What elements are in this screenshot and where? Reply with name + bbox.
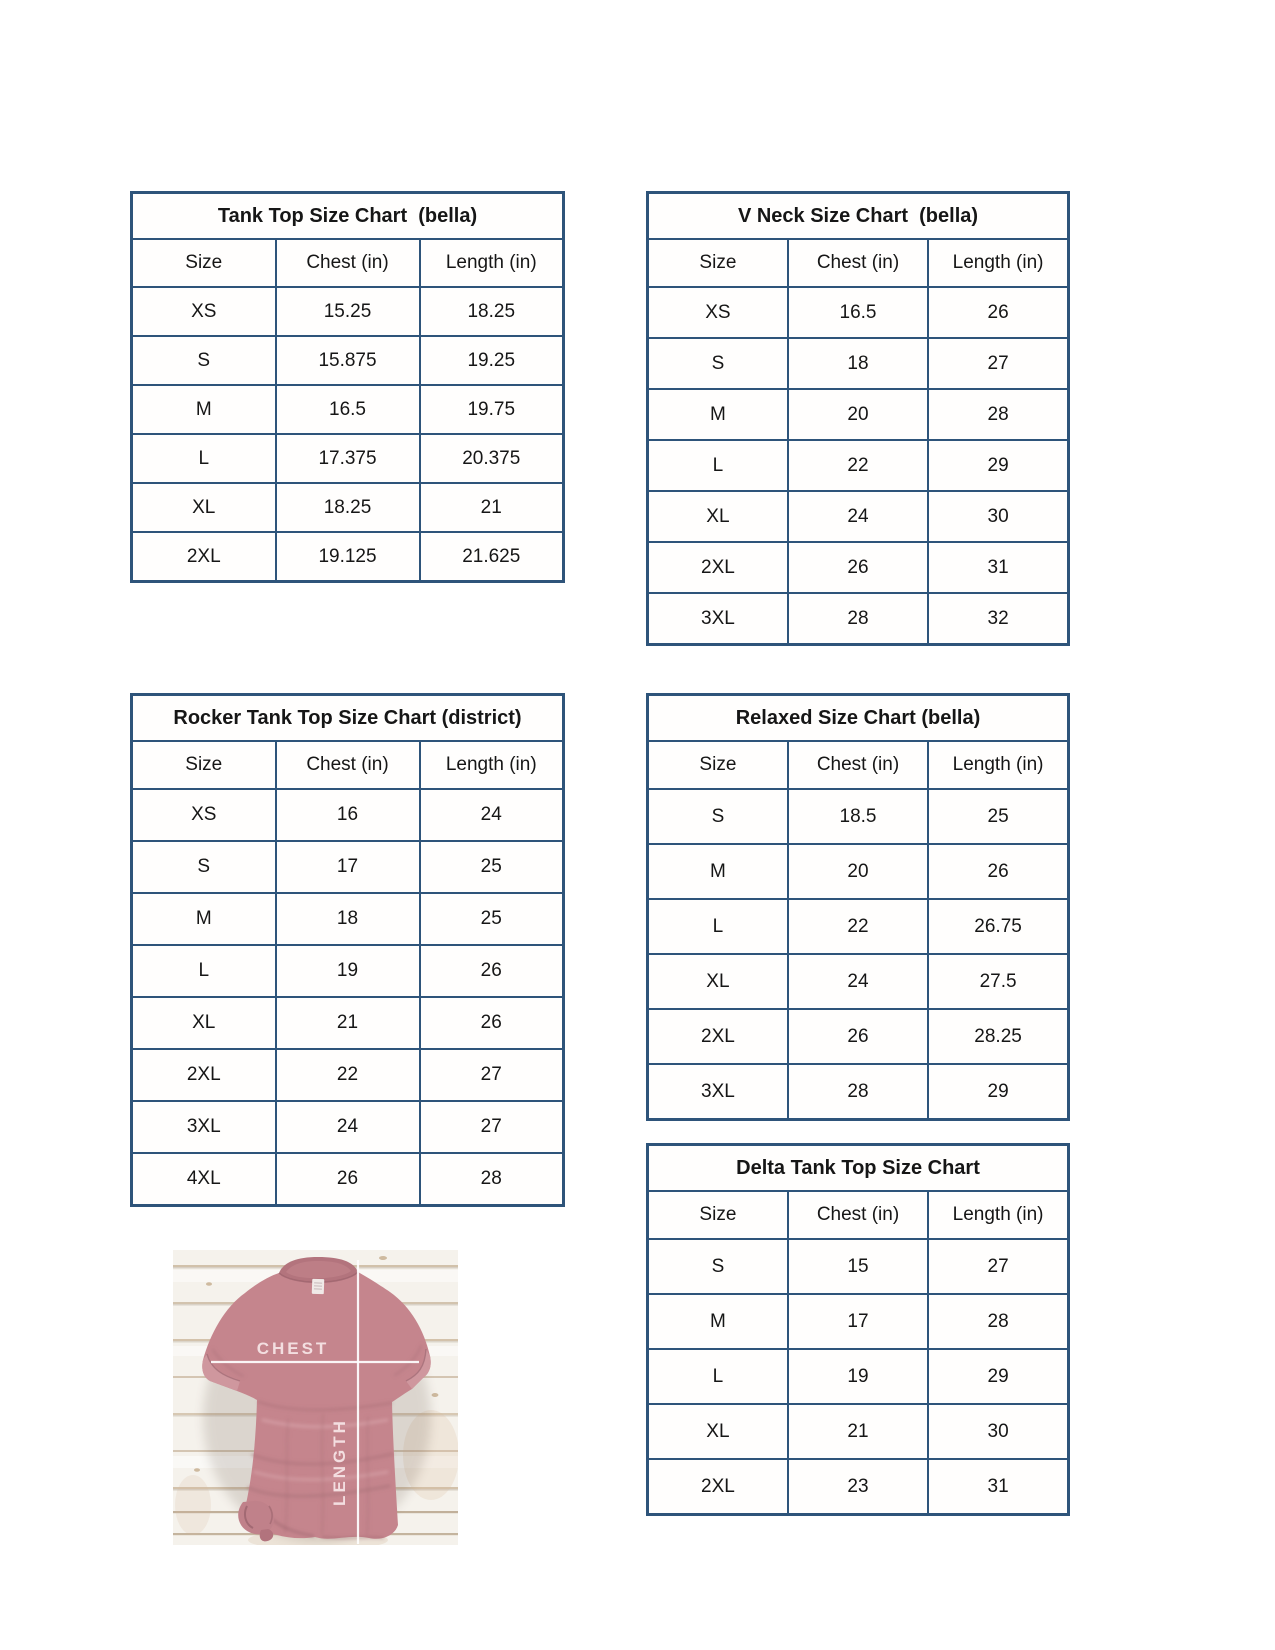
table-row bbox=[648, 389, 1069, 440]
chest-cell: 17 bbox=[276, 841, 420, 893]
length-cell: 28 bbox=[420, 1153, 564, 1206]
chest-cell: 26 bbox=[788, 1009, 928, 1064]
table-row bbox=[132, 385, 564, 434]
length-cell: 28 bbox=[928, 389, 1068, 440]
size-cell: L bbox=[648, 899, 788, 954]
size-cell: XL bbox=[132, 483, 276, 532]
chest-cell: 18 bbox=[276, 893, 420, 945]
table-title-row bbox=[132, 193, 564, 240]
table-row bbox=[132, 997, 564, 1049]
table-row bbox=[648, 593, 1069, 645]
table-row bbox=[132, 841, 564, 893]
table-row bbox=[648, 287, 1069, 338]
table-row bbox=[132, 789, 564, 841]
length-cell: 25 bbox=[420, 893, 564, 945]
column-header: Chest (in) bbox=[276, 239, 420, 287]
length-cell: 31 bbox=[928, 542, 1068, 593]
chest-cell: 22 bbox=[276, 1049, 420, 1101]
length-cell: 28.25 bbox=[928, 1009, 1068, 1064]
table-row bbox=[132, 1153, 564, 1206]
column-header: Chest (in) bbox=[788, 1191, 928, 1239]
table-row bbox=[132, 483, 564, 532]
length-cell: 30 bbox=[928, 1404, 1068, 1459]
chest-cell: 24 bbox=[276, 1101, 420, 1153]
table-row bbox=[648, 440, 1069, 491]
column-header: Size bbox=[648, 741, 788, 789]
length-measure-label: LENGTH bbox=[330, 1418, 349, 1506]
table-row bbox=[132, 945, 564, 997]
table-row bbox=[648, 1009, 1069, 1064]
column-header: Size bbox=[648, 239, 788, 287]
table-row bbox=[132, 336, 564, 385]
table-row bbox=[648, 1349, 1069, 1404]
tshirt-measurement-photo bbox=[173, 1250, 458, 1545]
column-header: Length (in) bbox=[928, 239, 1068, 287]
size-cell: L bbox=[132, 434, 276, 483]
table-row bbox=[648, 1459, 1069, 1515]
size-cell: XL bbox=[648, 1404, 788, 1459]
table-row bbox=[648, 1294, 1069, 1349]
length-cell: 29 bbox=[928, 1349, 1068, 1404]
table-row bbox=[648, 789, 1069, 844]
chest-cell: 17 bbox=[788, 1294, 928, 1349]
table-title-row bbox=[132, 695, 564, 742]
chest-cell: 28 bbox=[788, 593, 928, 645]
chest-cell: 18.5 bbox=[788, 789, 928, 844]
table-title: Delta Tank Top Size Chart bbox=[648, 1145, 1069, 1192]
size-cell: 2XL bbox=[132, 1049, 276, 1101]
column-header: Chest (in) bbox=[788, 741, 928, 789]
chest-cell: 24 bbox=[788, 954, 928, 1009]
chest-measure-label: CHEST bbox=[256, 1339, 330, 1358]
size-cell: M bbox=[648, 389, 788, 440]
length-cell: 21 bbox=[420, 483, 564, 532]
length-cell: 19.75 bbox=[420, 385, 564, 434]
length-cell: 25 bbox=[928, 789, 1068, 844]
table-row bbox=[132, 287, 564, 336]
table-header-row bbox=[648, 741, 1069, 789]
length-cell: 26 bbox=[928, 844, 1068, 899]
relaxed-size-chart-table bbox=[646, 693, 1070, 1121]
size-cell: S bbox=[132, 336, 276, 385]
tank-top-size-chart-table bbox=[130, 191, 565, 583]
chest-cell: 28 bbox=[788, 1064, 928, 1120]
chest-cell: 15.25 bbox=[276, 287, 420, 336]
size-cell: 3XL bbox=[132, 1101, 276, 1153]
table-row bbox=[132, 893, 564, 945]
chest-cell: 22 bbox=[788, 899, 928, 954]
size-cell: XL bbox=[648, 954, 788, 1009]
length-cell: 20.375 bbox=[420, 434, 564, 483]
chest-cell: 17.375 bbox=[276, 434, 420, 483]
chest-cell: 18.25 bbox=[276, 483, 420, 532]
neck-tag bbox=[312, 1279, 325, 1294]
length-cell: 31 bbox=[928, 1459, 1068, 1515]
table-row bbox=[648, 491, 1069, 542]
size-cell: M bbox=[132, 893, 276, 945]
table-row bbox=[648, 844, 1069, 899]
chest-cell: 26 bbox=[276, 1153, 420, 1206]
table-header-row bbox=[648, 1191, 1069, 1239]
table-header-row bbox=[132, 741, 564, 789]
column-header: Chest (in) bbox=[788, 239, 928, 287]
length-cell: 26 bbox=[420, 945, 564, 997]
length-cell: 27 bbox=[928, 1239, 1068, 1294]
chest-cell: 22 bbox=[788, 440, 928, 491]
size-cell: XL bbox=[132, 997, 276, 1049]
size-cell: S bbox=[648, 1239, 788, 1294]
length-cell: 28 bbox=[928, 1294, 1068, 1349]
table-title-row bbox=[648, 193, 1069, 240]
size-cell: L bbox=[648, 440, 788, 491]
size-cell: M bbox=[648, 1294, 788, 1349]
length-cell: 29 bbox=[928, 1064, 1068, 1120]
length-cell: 27.5 bbox=[928, 954, 1068, 1009]
length-cell: 27 bbox=[928, 338, 1068, 389]
table-title: Tank Top Size Chart (bella) bbox=[132, 193, 564, 240]
rocker-tank-top-size-chart-table bbox=[130, 693, 565, 1207]
column-header: Size bbox=[132, 239, 276, 287]
column-header: Length (in) bbox=[420, 741, 564, 789]
length-cell: 27 bbox=[420, 1101, 564, 1153]
table-title: V Neck Size Chart (bella) bbox=[648, 193, 1069, 240]
tshirt-measurement-graphic bbox=[173, 1250, 458, 1545]
delta-tank-top-size-chart-table bbox=[646, 1143, 1070, 1516]
length-cell: 26 bbox=[420, 997, 564, 1049]
size-cell: 2XL bbox=[132, 532, 276, 582]
table-row bbox=[648, 954, 1069, 1009]
size-cell: L bbox=[132, 945, 276, 997]
length-cell: 32 bbox=[928, 593, 1068, 645]
size-cell: 2XL bbox=[648, 1009, 788, 1064]
length-cell: 25 bbox=[420, 841, 564, 893]
size-cell: 3XL bbox=[648, 593, 788, 645]
column-header: Length (in) bbox=[420, 239, 564, 287]
table-row bbox=[132, 1049, 564, 1101]
size-cell: XL bbox=[648, 491, 788, 542]
table-row bbox=[648, 1239, 1069, 1294]
length-cell: 21.625 bbox=[420, 532, 564, 582]
chest-cell: 21 bbox=[276, 997, 420, 1049]
column-header: Length (in) bbox=[928, 741, 1068, 789]
length-cell: 30 bbox=[928, 491, 1068, 542]
size-cell: 3XL bbox=[648, 1064, 788, 1120]
length-cell: 18.25 bbox=[420, 287, 564, 336]
table-title-row bbox=[648, 695, 1069, 742]
chest-cell: 19.125 bbox=[276, 532, 420, 582]
chest-cell: 20 bbox=[788, 389, 928, 440]
table-title-row bbox=[648, 1145, 1069, 1192]
chest-cell: 19 bbox=[788, 1349, 928, 1404]
column-header: Chest (in) bbox=[276, 741, 420, 789]
column-header: Size bbox=[648, 1191, 788, 1239]
chest-cell: 16.5 bbox=[276, 385, 420, 434]
table-header-row bbox=[132, 239, 564, 287]
table-title: Relaxed Size Chart (bella) bbox=[648, 695, 1069, 742]
chest-cell: 15.875 bbox=[276, 336, 420, 385]
size-cell: 2XL bbox=[648, 1459, 788, 1515]
chest-cell: 16.5 bbox=[788, 287, 928, 338]
length-cell: 26.75 bbox=[928, 899, 1068, 954]
size-cell: XS bbox=[132, 789, 276, 841]
size-cell: L bbox=[648, 1349, 788, 1404]
size-cell: 4XL bbox=[132, 1153, 276, 1206]
size-cell: M bbox=[132, 385, 276, 434]
chest-cell: 19 bbox=[276, 945, 420, 997]
length-cell: 27 bbox=[420, 1049, 564, 1101]
size-cell: XS bbox=[132, 287, 276, 336]
size-cell: S bbox=[648, 789, 788, 844]
chest-cell: 20 bbox=[788, 844, 928, 899]
size-cell: 2XL bbox=[648, 542, 788, 593]
table-header-row bbox=[648, 239, 1069, 287]
table-row bbox=[648, 899, 1069, 954]
table-row bbox=[132, 434, 564, 483]
chest-cell: 24 bbox=[788, 491, 928, 542]
table-row bbox=[648, 338, 1069, 389]
chest-cell: 16 bbox=[276, 789, 420, 841]
chest-cell: 15 bbox=[788, 1239, 928, 1294]
length-cell: 24 bbox=[420, 789, 564, 841]
length-cell: 26 bbox=[928, 287, 1068, 338]
table-row bbox=[648, 1064, 1069, 1120]
column-header: Size bbox=[132, 741, 276, 789]
chest-cell: 23 bbox=[788, 1459, 928, 1515]
table-row bbox=[132, 1101, 564, 1153]
length-cell: 19.25 bbox=[420, 336, 564, 385]
size-cell: S bbox=[648, 338, 788, 389]
table-title: Rocker Tank Top Size Chart (district) bbox=[132, 695, 564, 742]
size-cell: XS bbox=[648, 287, 788, 338]
chest-cell: 26 bbox=[788, 542, 928, 593]
length-cell: 29 bbox=[928, 440, 1068, 491]
size-cell: M bbox=[648, 844, 788, 899]
table-row bbox=[132, 532, 564, 582]
column-header: Length (in) bbox=[928, 1191, 1068, 1239]
chest-cell: 21 bbox=[788, 1404, 928, 1459]
v-neck-size-chart-table bbox=[646, 191, 1070, 646]
size-cell: S bbox=[132, 841, 276, 893]
table-row bbox=[648, 542, 1069, 593]
chest-cell: 18 bbox=[788, 338, 928, 389]
table-row bbox=[648, 1404, 1069, 1459]
